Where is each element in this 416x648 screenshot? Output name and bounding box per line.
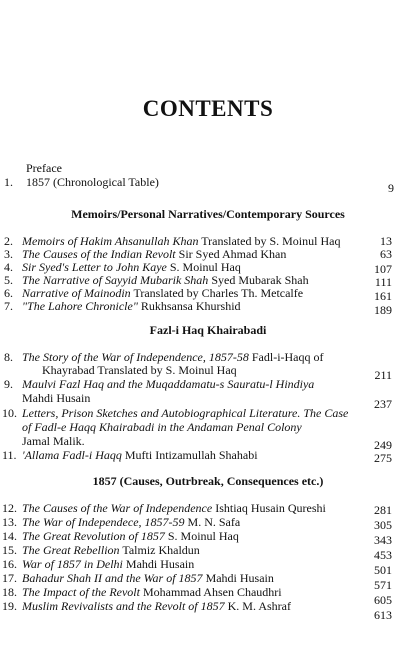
- entry-title: The Story of the War of Independence, 1857-58: [22, 350, 249, 364]
- entry-number: 13.: [2, 515, 17, 529]
- entry-page: 189: [374, 303, 392, 317]
- entry-page: 111: [374, 275, 392, 289]
- entry-page: 161: [374, 289, 392, 303]
- entry-title: The Narrative of Sayyid Mubarik Shah: [22, 273, 209, 287]
- entry-number: 19.: [2, 599, 17, 613]
- entry-title: Maulvi Fazl Haq and the Muqaddamatu-s Sauratu-l Hindiya: [22, 377, 315, 391]
- entry-author: Mahdi Husain: [202, 571, 274, 585]
- entry-page: 107: [374, 262, 392, 276]
- entry-page: 13: [380, 234, 392, 248]
- page-title: CONTENTS: [142, 96, 274, 121]
- entry-author: Mahdi Husain: [122, 557, 195, 571]
- entry-author: Syed Mubarak Shah: [208, 273, 309, 287]
- entry-title: The War of Independece, 1857-59: [22, 515, 185, 529]
- entry-title: Bahadur Shah II and the War of 1857: [22, 571, 203, 585]
- entry-page: 501: [374, 563, 392, 577]
- section-heading: Memoirs/Personal Narratives/Contemporary Sources: [71, 207, 345, 221]
- entry-title: The Impact of the Revolt: [22, 585, 140, 599]
- entry-title: 1857 (Chronological Table): [26, 175, 159, 189]
- entry-author: K. M. Ashraf: [224, 599, 291, 613]
- entry-number: 18.: [2, 585, 17, 599]
- entry-number: 14.: [2, 529, 17, 543]
- entry-title: Letters, Prison Sketches and Autobiographical Literature. The Case: [22, 406, 349, 420]
- entry-author: Translated by Charles Th. Metcalfe: [130, 286, 304, 300]
- entry-page: 613: [374, 608, 392, 622]
- entry-number: 2.: [4, 234, 13, 248]
- entry-number: 15.: [2, 543, 17, 557]
- entry-number: 1.: [4, 175, 13, 189]
- entry-continuation: Khayrabad Translated by S. Moinul Haq: [42, 363, 237, 377]
- entry-number: 8.: [4, 350, 13, 364]
- entry-number: 6.: [4, 286, 13, 300]
- entry-number: 3.: [4, 247, 13, 261]
- entry-title: The Great Rebellion: [22, 543, 120, 557]
- entry-page: 281: [374, 503, 392, 517]
- entry-title: Sir Syed's Letter to John Kaye: [22, 260, 167, 274]
- entry-page: 249: [374, 438, 392, 452]
- entry-title: War of 1857 in Delhi: [22, 557, 123, 571]
- entry-title: 'Allama Fadl-i Haqq: [22, 448, 122, 462]
- entry-continuation: Jamal Malik.: [22, 434, 85, 448]
- entry-number: 12.: [2, 501, 17, 515]
- preface-line: Preface: [26, 161, 62, 175]
- entry-author: Sir Syed Ahmad Khan: [175, 247, 287, 261]
- entry-author: S. Moinul Haq: [166, 260, 241, 274]
- entry-author: M. N. Safa: [184, 515, 241, 529]
- entry-title: The Great Revolution of 1857: [22, 529, 165, 543]
- entry-author: Translated by S. Moinul Haq: [198, 234, 341, 248]
- entry-author: Fadl-i-Haqq of: [248, 350, 324, 364]
- entry-author: Rukhsansa Khurshid: [137, 299, 241, 313]
- entry-page: 9: [388, 181, 394, 195]
- entry-author: Mohammad Ahsen Chaudhri: [139, 585, 282, 599]
- entry-page: 453: [374, 548, 392, 562]
- entry-number: 4.: [4, 260, 13, 274]
- entry-page: 305: [374, 518, 392, 532]
- entry-continuation: of Fadl-e Haqq Khairabadi in the Andaman Penal Colony: [22, 420, 302, 434]
- entry-number: 7.: [4, 299, 13, 313]
- entry-author: Ishtiaq Husain Qureshi: [212, 501, 326, 515]
- entry-author: Mufti Intizamullah Shahabi: [121, 448, 258, 462]
- entry-title: The Causes of the Indian Revolt: [22, 247, 176, 261]
- entry-title: Narrative of Mainodin: [22, 286, 131, 300]
- entry-page: 343: [374, 533, 392, 547]
- entry-title: The Causes of the War of Independence: [22, 501, 213, 515]
- entry-page: 211: [374, 368, 392, 382]
- entry-number: 5.: [4, 273, 13, 287]
- entry-number: 9.: [4, 377, 13, 391]
- entry-title: Memoirs of Hakim Ahsanullah Khan: [22, 234, 199, 248]
- section-heading: 1857 (Causes, Outrbreak, Consequences etc.): [92, 474, 324, 488]
- entry-title: "The Lahore Chronicle": [22, 299, 138, 313]
- entry-continuation: Mahdi Husain: [22, 391, 91, 405]
- entry-page: 605: [374, 593, 392, 607]
- entry-number: 11.: [2, 448, 17, 462]
- entry-author: S. Moinul Haq: [164, 529, 239, 543]
- entry-number: 16.: [2, 557, 17, 571]
- section-heading: Fazl-i Haq Khairabadi: [149, 323, 267, 337]
- entry-number: 17.: [2, 571, 17, 585]
- entry-author: Talmiz Khaldun: [119, 543, 200, 557]
- entry-number: 10.: [2, 406, 17, 420]
- entry-title: Muslim Revivalists and the Revolt of 1857: [22, 599, 225, 613]
- entry-page: 237: [374, 397, 392, 411]
- entry-page: 571: [374, 578, 392, 592]
- entry-page: 63: [380, 247, 392, 261]
- entry-page: 275: [374, 451, 392, 465]
